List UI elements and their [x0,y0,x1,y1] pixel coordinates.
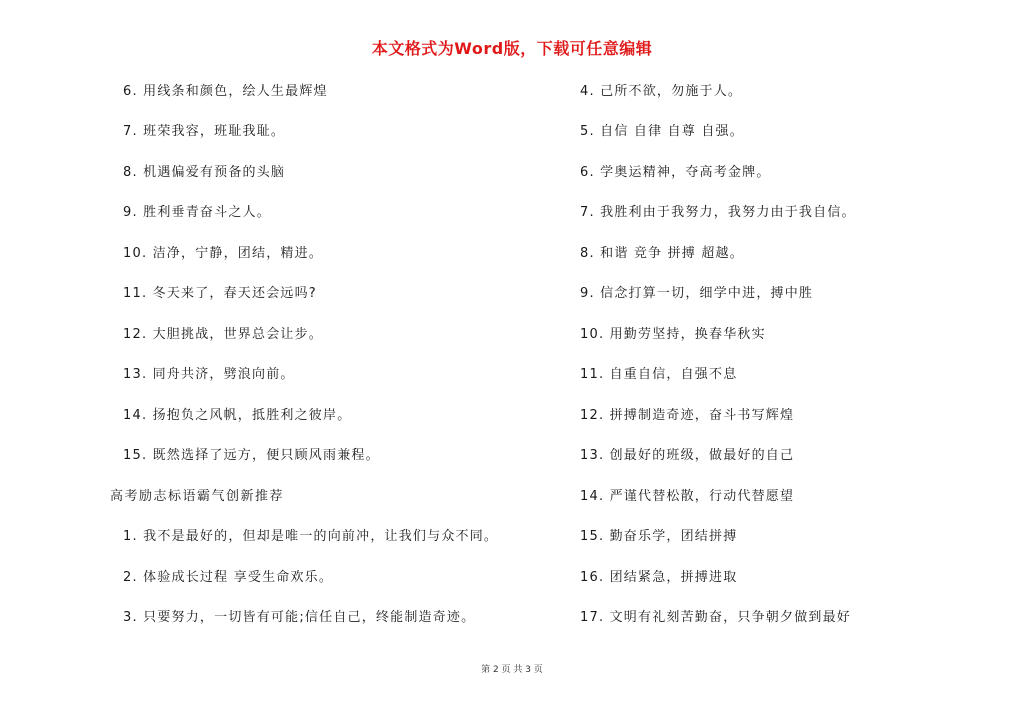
list-item: 8. 机遇偏爱有预备的头脑 [123,165,286,180]
list-item: 8. 和谐 竞争 拼搏 超越。 [580,246,744,261]
list-item: 2. 体验成长过程 享受生命欢乐。 [123,570,334,585]
list-item: 7. 班荣我容，班耻我耻。 [123,124,286,139]
list-item: 12. 大胆挑战，世界总会让步。 [123,327,324,342]
list-item: 5. 自信 自律 自尊 自强。 [580,124,744,139]
list-item: 16. 团结紧急，拼搏进取 [580,570,738,585]
list-item: 7. 我胜利由于我努力，我努力由于我自信。 [580,205,856,220]
list-item: 12. 拼搏制造奇迹，奋斗书写辉煌 [580,408,795,423]
list-item: 6. 学奥运精神，夺高考金牌。 [580,165,771,180]
section-heading: 高考励志标语霸气创新推荐 [110,489,285,504]
list-item: 15. 勤奋乐学，团结拼搏 [580,529,738,544]
list-item: 14. 严谨代替松散，行动代替愿望 [580,489,795,504]
list-item: 9. 信念打算一切，细学中进，搏中胜 [580,286,814,301]
list-item: 3. 只要努力，一切皆有可能;信任自己，终能制造奇迹。 [123,610,476,625]
list-item: 10. 洁净，宁静，团结，精进。 [123,246,324,261]
list-item: 10. 用勤劳坚持，换春华秋实 [580,327,766,342]
list-item: 13. 同舟共济，劈浪向前。 [123,367,295,382]
list-item: 15. 既然选择了远方，便只顾风雨兼程。 [123,448,380,463]
document-banner: 本文格式为Word版，下载可任意编辑 [371,39,653,58]
list-item: 6. 用线条和颜色，绘人生最辉煌 [123,84,328,99]
list-item: 9. 胜利垂青奋斗之人。 [123,205,271,220]
list-item: 17. 文明有礼刻苦勤奋，只争朝夕做到最好 [580,610,852,625]
list-item: 11. 冬天来了，春天还会远吗? [123,286,317,301]
list-item: 4. 己所不欲，勿施于人。 [580,84,743,99]
list-item: 1. 我不是最好的，但却是唯一的向前冲，让我们与众不同。 [123,529,499,544]
list-item: 14. 扬抱负之风帆，抵胜利之彼岸。 [123,408,352,423]
list-item: 13. 创最好的班级，做最好的自己 [580,448,795,463]
page-number: 第 2 页 共 3 页 [481,665,543,675]
list-item: 11. 自重自信，自强不息 [580,367,738,382]
